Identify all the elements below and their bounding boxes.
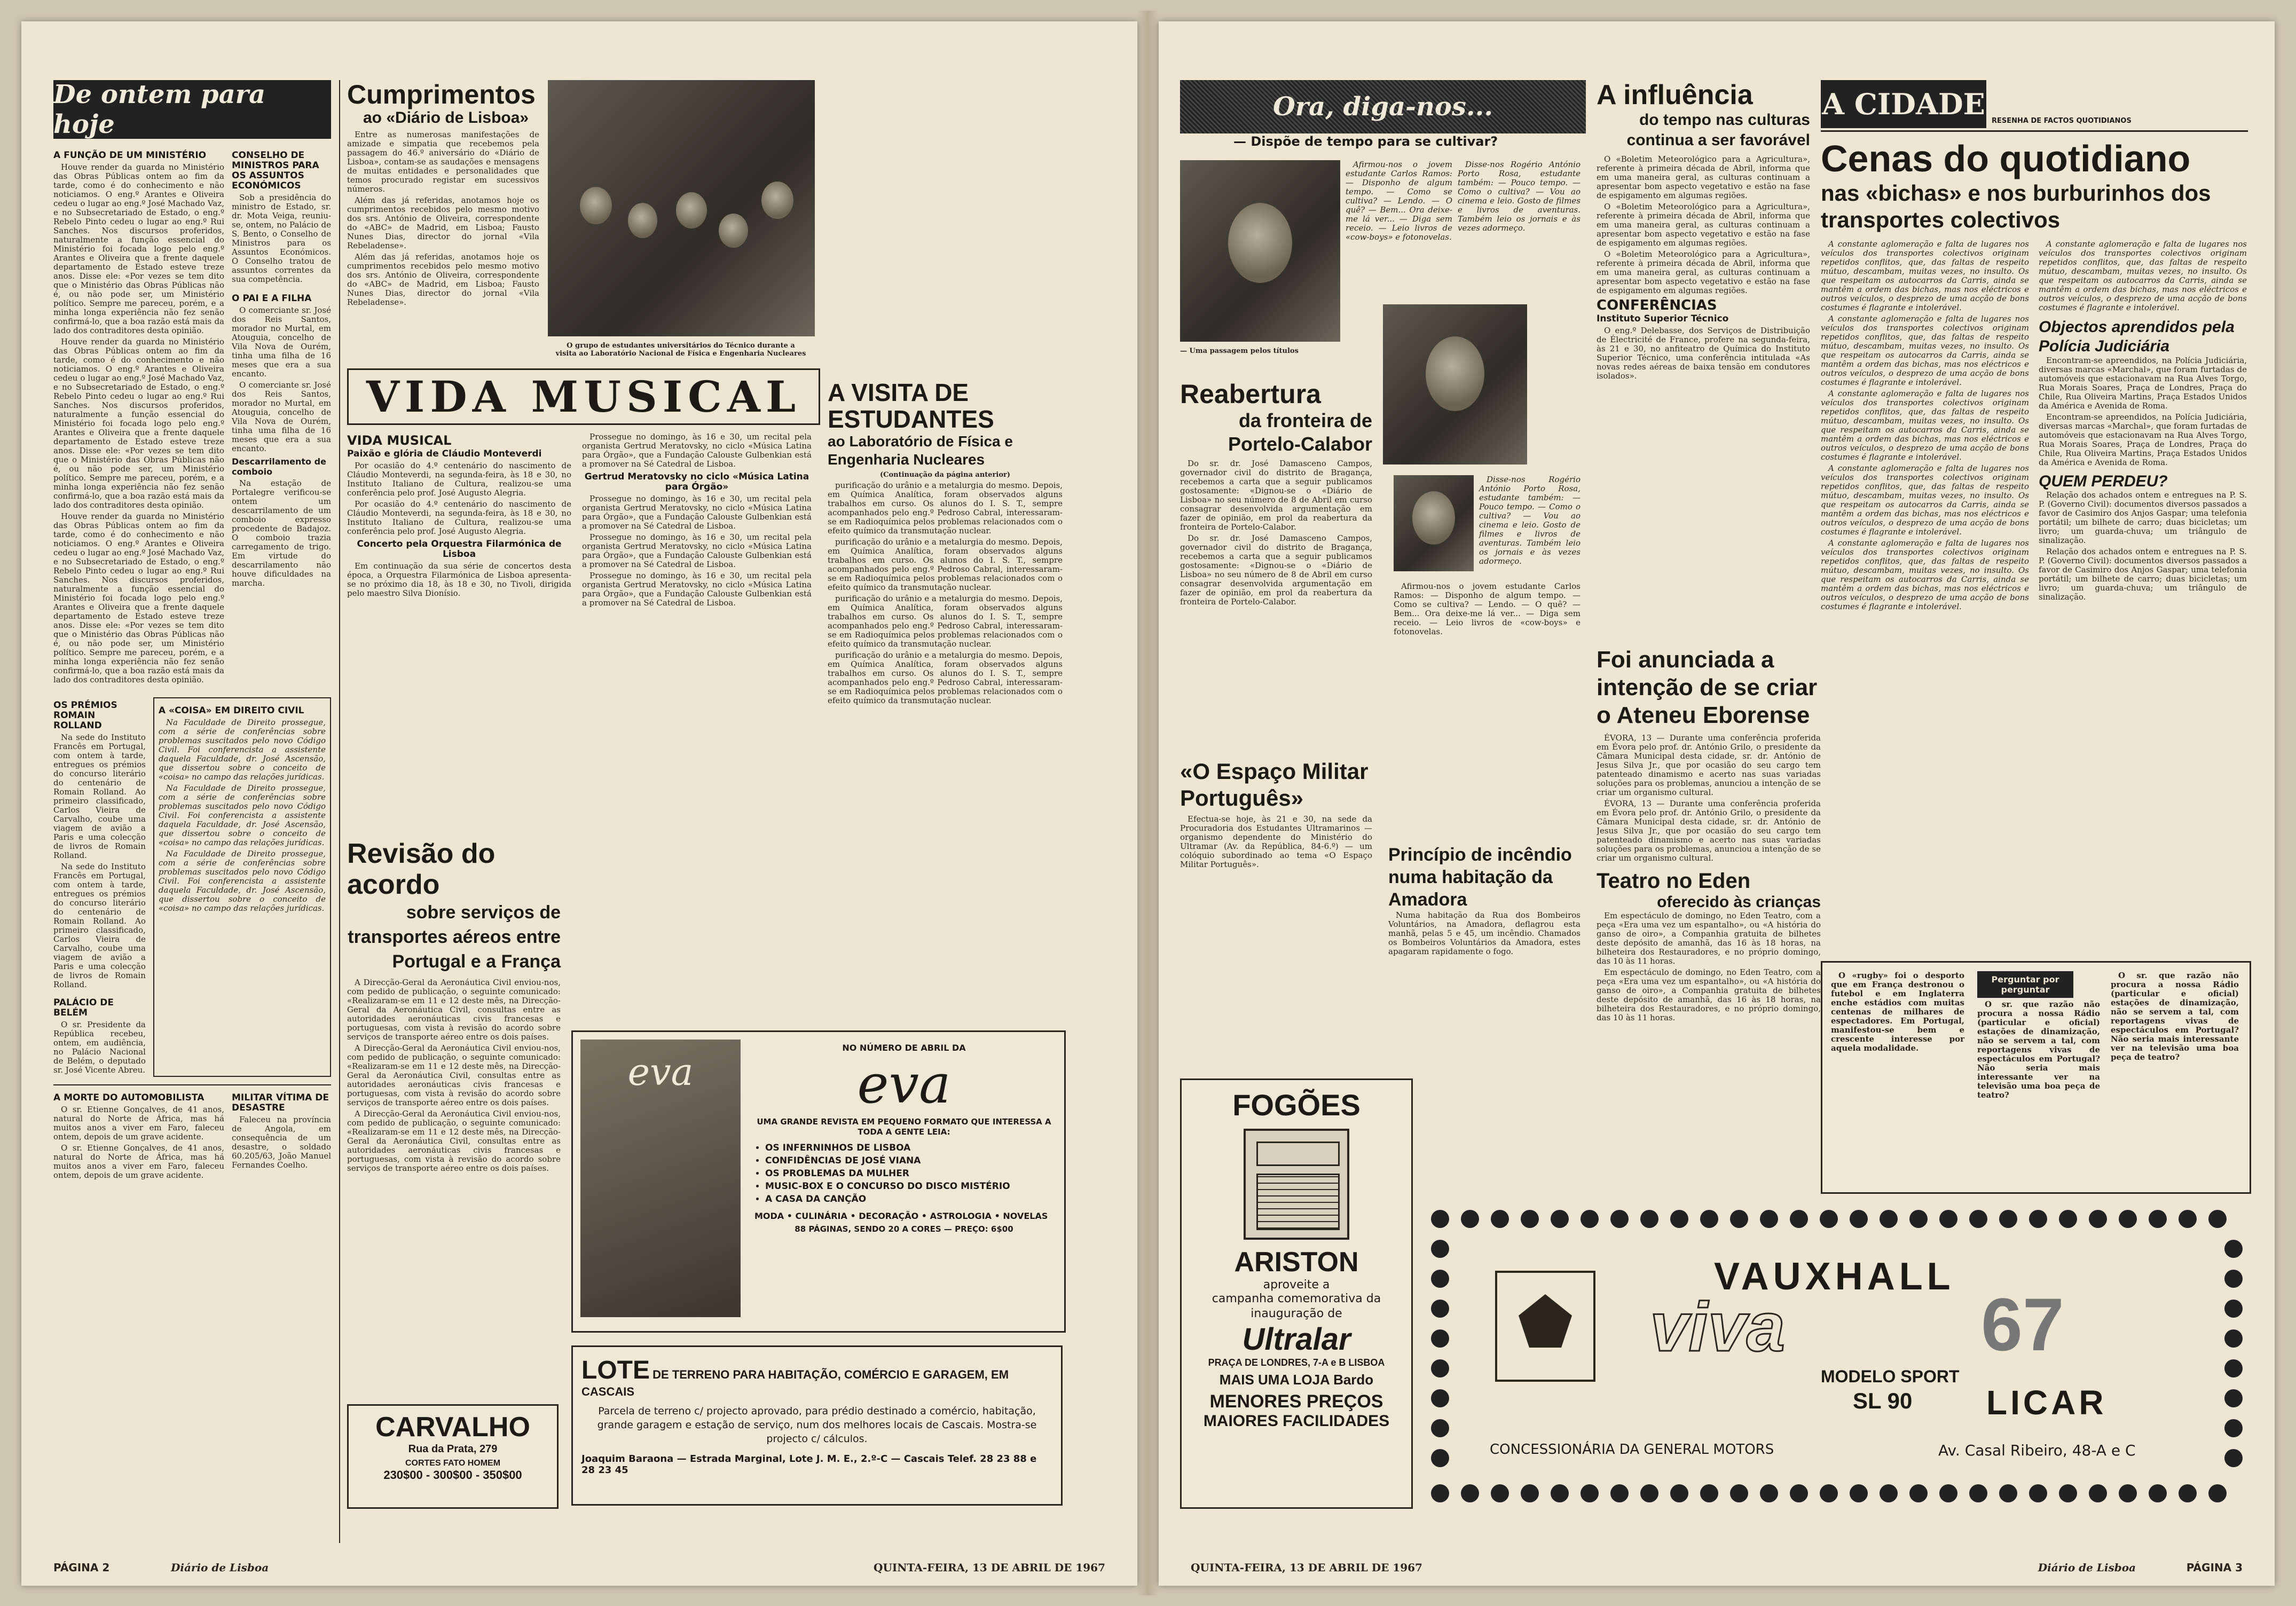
border-dot <box>1551 1484 1569 1502</box>
carvalho-prices: 230$00 - 300$00 - 350$00 <box>383 1468 522 1482</box>
border-dot <box>1431 1389 1449 1407</box>
quem-title: QUEM PERDEU? <box>2039 473 2168 490</box>
reabertura-title: Reabertura <box>1180 379 1321 409</box>
reabertura-body: Do sr. dr. José Damasceno Campos, governador civil do distrito de Bragança, recebemos a carta que a seguir publicamos gostosamente: «Dignou-se o «Diário de Lisboa» no seu número de 8 de Abril em curso consagrar desenvolvida argumentação em fazer de opinião, em prol da reabertura da fronteira de Portelo-Calabor. Do sr. dr. José Damasceno Campos, governador civil do distrito de Bragança, recebemos a carta que a seguir publicamos gostosamente: «Dignou-se o «Diário de Lisboa» no seu número de 8 de Abril em curso consagrar desenvolvida argumentação em fazer de opinião, em prol da reabertura da fronteira de Portelo-Calabor. <box>1180 459 1372 607</box>
lote-body: Parcela de terreno c/ projecto aprovado, para prédio destinado a comércio, habitação, grande garagem e estação de serviço, num dos melhores locais de Cascais. Mostra-se projecto c/ cálculos. <box>597 1405 1037 1445</box>
ministerio-body: Houve render da guarda no Ministério das Obras Públicas ontem ao fim da tarde, como é do conhecimento e não noticiamos. O eng.º Arantes e Oliveira cedeu o lugar ao eng.º José Machado Vaz, e no Subsecretariado de Estado, o eng.º Rebelo Pinto cedeu o lugar ao eng.º Rui Sanches. Nos discursos proferidos, naturalmente a função essencial do Ministério foi focada logo pelo eng.º Arantes e Oliveira que a frente daquele departamento de Estado esteve treze anos. Disse ele: «Por vezes se tem dito que o Ministério das Obras Públicas não é, ou não pode ser, um Ministério político. Sempre me pareceu, porém, e a minha longa experiência não fez senão confirmá-lo, que a boa razão está mais da lado dos contraditores desta opinião. Houve render da guarda no Ministério das Obras Públicas ontem ao fim da tarde, como é do conhecimento e não noticiamos. O eng.º Arantes e Oliveira cedeu o lugar ao eng.º José Machado Vaz, e no Subsecretariado de Estado, o eng.º Rebelo Pinto cedeu o lugar ao eng.º Rui Sanches. Nos discursos proferidos, naturalmente a função essencial do Ministério foi focada logo pelo eng.º Arantes e Oliveira que a frente daquele departamento de Estado esteve treze anos. Disse ele: «Por vezes se tem dito que o Ministério das Obras Públicas não é, ou não pode ser, um Ministério político. Sempre me pareceu, porém, e a minha longa experiência não fez senão confirmá-lo, que a boa razão está mais da lado dos contraditores desta opinião. Houve render da guarda no Ministério das Obras Públicas ontem ao fim da tarde, como é do conhecimento e não noticiamos. O eng.º Arantes e Oliveira cedeu o lugar ao eng.º José Machado Vaz, e no Subsecretariado de Estado, o eng.º Rebelo Pinto cedeu o lugar ao eng.º Rui Sanches. Nos discursos proferidos, naturalmente a função essencial do Ministério foi focada logo pelo eng.º Arantes e Oliveira que a frente daquele departamento de Estado esteve treze anos. Disse ele: «Por vezes se tem dito que o Ministério das Obras Públicas não é, ou não pode ser, um Ministério político. Sempre me pareceu, porém, e a minha longa experiência não fez senão confirmá-lo, que a boa razão está mais da lado dos contraditores desta opinião. <box>53 162 224 684</box>
eva-item: • A CASA DA CANÇÃO <box>765 1193 1053 1206</box>
border-dot <box>1880 1210 1898 1228</box>
visita-continuation: (Continuação da página anterior) <box>879 471 1011 479</box>
border-dot <box>1820 1210 1838 1228</box>
perguntar-box <box>1821 961 2251 1194</box>
border-dot <box>1521 1484 1539 1502</box>
border-dot <box>1431 1240 1449 1258</box>
cenas-body: A constante aglomeração e falta de lugares nos veículos dos transportes colectivos originam repetidos conflitos, que, das faltas de respeito mútuo, descambam, muitas vezes, no insulto. Os que respeitam os autocarros da Carris, ainda se mantêm a ordem das bichas, mas nos eléctricos e outros veículos, o desprezo de uma acção de bons costumes é flagrante e intolerável. A constante aglomeração e falta de lugares nos veículos dos transportes colectivos originam repetidos conflitos, que, das faltas de respeito mútuo, descambam, muitas vezes, no insulto. Os que respeitam os autocarros da Carris, ainda se mantêm a ordem das bichas, mas nos eléctricos e outros veículos, o desprezo de uma acção de bons costumes é flagrante e intolerável. A constante aglomeração e falta de lugares nos veículos dos transportes colectivos originam repetidos conflitos, que, das faltas de respeito mútuo, descambam, muitas vezes, no insulto. Os que respeitam os autocarros da Carris, ainda se mantêm a ordem das bichas, mas nos eléctricos e outros veículos, o desprezo de uma acção de bons costumes é flagrante e intolerável. A constante aglomeração e falta de lugares nos veículos dos transportes colectivos originam repetidos conflitos, que, das faltas de respeito mútuo, descambam, muitas vezes, no insulto. Os que respeitam os autocarros da Carris, ainda se mantêm a ordem das bichas, mas nos eléctricos e outros veículos, o desprezo de uma acção de bons costumes é flagrante e intolerável. A constante aglomeração e falta de lugares nos veículos dos transportes colectivos originam repetidos conflitos, que, das faltas de respeito mútuo, descambam, muitas vezes, no insulto. Os que respeitam os autocarros da Carris, ainda se mantêm a ordem das bichas, mas nos eléctricos e outros veículos, o desprezo de uma acção de bons costumes é flagrante e intolerável. <box>1821 239 2029 611</box>
eva-logo: eva <box>857 1053 951 1115</box>
cidade-banner: A CIDADE <box>1821 80 1986 128</box>
ora-body-4: Afirmou-nos o jovem estudante Carlos Ramos: — Disponho de algum tempo. — Como se cultiva? — Lendo. — O quê? — Bem... Ora deixe-me lá ver... — Diga sem receio. — Leio livros de «cow-boys» e fotonovelas. <box>1394 581 1581 636</box>
border-dot <box>2059 1210 2077 1228</box>
border-dot <box>1730 1210 1748 1228</box>
border-dot <box>2179 1484 2197 1502</box>
ultralar-logo: Ultralar <box>1242 1322 1351 1357</box>
border-dot <box>1640 1210 1658 1228</box>
border-dot <box>2224 1359 2243 1377</box>
eva-header: NO NÚMERO DE ABRIL DA <box>842 1043 966 1053</box>
border-dot <box>1760 1484 1778 1502</box>
visita-body: purificação do urânio e a metalurgia do mesmo. Depois, em Química Analítica, foram observados alguns trabalhos em curso. Os alunos do I. S. T., sempre acompanhados pelo eng.º Pedroso Cabral, interessaram-se em Radioquímica pelos problemas relacionados com o efeito químico da transmutação nuclear. purificação do urânio e a metalurgia do mesmo. Depois, em Química Analítica, foram observados alguns trabalhos em curso. Os alunos do I. S. T., sempre acompanhados pelo eng.º Pedroso Cabral, interessaram-se em Radioquímica pelos problemas relacionados com o efeito químico da transmutação nuclear. purificação do urânio e a metalurgia do mesmo. Depois, em Química Analítica, foram observados alguns trabalhos em curso. Os alunos do I. S. T., sempre acompanhados pelo eng.º Pedroso Cabral, interessaram-se em Radioquímica pelos problemas relacionados com o efeito químico da transmutação nuclear. purificação do urânio e a metalurgia do mesmo. Depois, em Química Analítica, foram observados alguns trabalhos em curso. Os alunos do I. S. T., sempre acompanhados pelo eng.º Pedroso Cabral, interessaram-se em Radioquímica pelos problemas relacionados com o efeito químico da transmutação nuclear. <box>828 481 1063 705</box>
viva-logo: viva <box>1650 1288 1786 1366</box>
left-page <box>21 21 1137 1586</box>
right-footer-brand: Diário de Lisboa <box>2038 1561 2136 1574</box>
concessionaria: CONCESSIONÁRIA DA GENERAL MOTORS <box>1490 1442 1774 1458</box>
concerto-heading: Concerto pela Orquestra Filarmónica de Lisboa <box>357 539 562 560</box>
opai-body: O comerciante sr. José dos Reis Santos, morador no Murtal, em Atouguia, concelho de Vila Nova de Ourém, tinha uma filha de 16 meses que era a sua encanto. O comerciante sr. José dos Reis Santos, morador no Murtal, em Atouguia, concelho de Vila Nova de Ourém, tinha uma filha de 16 meses que era a sua encanto. <box>232 305 331 453</box>
gertrud-heading: Gertrud Meratovsky no ciclo «Música Latina para Órgão» <box>584 471 809 492</box>
perguntar-tag: Perguntar por perguntar <box>1977 971 2073 998</box>
eva-item: • MUSIC-BOX E O CONCURSO DO DISCO MISTÉRIO <box>765 1180 1053 1193</box>
ariston-line1: aproveite a <box>1263 1278 1330 1292</box>
border-dot <box>1461 1210 1479 1228</box>
border-dot <box>2149 1484 2167 1502</box>
espaco-section <box>1180 758 1586 1089</box>
border-dot <box>2224 1300 2243 1318</box>
border-dot <box>1431 1419 1449 1437</box>
carvalho-advert[interactable] <box>347 1404 559 1509</box>
border-dot <box>1610 1484 1629 1502</box>
eva-item: • OS INFERNINHOS DE LISBOA <box>765 1141 1053 1154</box>
cumprimentos-title: Cumprimentos <box>347 80 536 109</box>
border-dot <box>1939 1210 1957 1228</box>
border-dot <box>1431 1210 1449 1228</box>
coisa-body: Na Faculdade de Direito prossegue, com a série de conferências sobre problemas suscitados pelo novo Código Civil. Foi conferencista a assistente daquela Faculdade, dr. José Ascensão, que dissertou sobre o conceito de «coisa» no campo das relações jurídicas. Na Faculdade de Direito prossegue, com a série de conferências sobre problemas suscitados pelo novo Código Civil. Foi conferencista a assistente daquela Faculdade, dr. José Ascensão, que dissertou sobre o conceito de «coisa» no campo das relações jurídicas. Na Faculdade de Direito prossegue, com a série de conferências sobre problemas suscitados pelo novo Código Civil. Foi conferencista a assistente daquela Faculdade, dr. José Ascensão, que dissertou sobre o conceito de «coisa» no campo das relações jurídicas. <box>158 718 326 913</box>
border-dot <box>1999 1484 2017 1502</box>
ontem-banner: De ontem para hoje <box>53 80 331 139</box>
visita-subtitle: ao Laboratório de Física e Engenharia Nucleares <box>828 433 1013 468</box>
conferencias-body: O eng.º Delebasse, dos Serviços de Distribuição de Électricité de France, profere na segunda-feira, às 21 e 30, no anfiteatro de Química do Instituto Superior Técnico, uma conferência intitulada «As novas redes aéreas de baixa tensão em condutores isolados». <box>1597 326 1810 381</box>
left-footer-date: QUINTA-FEIRA, 13 DE ABRIL DE 1967 <box>874 1561 1105 1574</box>
border-dot <box>1581 1210 1599 1228</box>
vida-musical-heading: VIDA MUSICAL <box>347 433 452 448</box>
morte-heading: A MORTE DO AUTOMOBILISTA <box>53 1092 205 1103</box>
border-dot <box>1850 1210 1868 1228</box>
revisao-title: Revisão do acordo <box>347 838 496 900</box>
border-dot <box>2179 1210 2197 1228</box>
griffin-logo-icon <box>1495 1271 1595 1382</box>
premios-heading: OS PRÉMIOS ROMAIN ROLLAND <box>53 700 117 731</box>
left-footer-brand: Diário de Lisboa <box>171 1561 269 1574</box>
border-dot <box>1820 1484 1838 1502</box>
eva-items <box>765 1141 1053 1206</box>
border-dot <box>1909 1484 1928 1502</box>
coisa-heading: A «COISA» EM DIREITO CIVIL <box>158 705 304 716</box>
border-dot <box>1730 1484 1748 1502</box>
border-dot <box>2029 1484 2047 1502</box>
student-face <box>761 182 793 219</box>
eva-footer: MODA • CULINÁRIA • DECORAÇÃO • ASTROLOGIA • NOVELAS <box>754 1211 1048 1221</box>
palacio-heading: PALÁCIO DE BELÉM <box>53 997 114 1018</box>
espaco-body: Efectua-se hoje, às 21 e 30, na sede da Procuradoria dos Estudantes Ultramarinos — organismo dependente do Ministério do Ultramar (Av. da República, 84-6.º) — um colóquio subordinado ao tema «O Espaço Militar Português». <box>1180 814 1372 869</box>
cenas-title: Cenas do quotidiano <box>1821 138 2191 179</box>
bardo-line: MAIS UMA LOJA Bardo <box>1219 1372 1374 1388</box>
morte-body: O sr. Etienne Gonçalves, de 41 anos, natural do Norte de África, mas há muitos anos a viver em Faro, faleceu ontem, depois de um grave acidente. O sr. Etienne Gonçalves, de 41 anos, natural do Norte de África, mas há muitos anos a viver em Faro, faleceu ontem, depois de um grave acidente. <box>53 1105 224 1180</box>
ariston-brand: ARISTON <box>1234 1247 1359 1278</box>
students-photo <box>548 80 815 336</box>
gertrud-body: Prossegue no domingo, às 16 e 30, um recital pela organista Gertrud Meratovsky, no ciclo «Música Latina para Órgão», que a Fundação Calouste Gulbenkian está a promover na Sé Catedral de Lisboa. Prossegue no domingo, às 16 e 30, um recital pela organista Gertrud Meratovsky, no ciclo «Música Latina para Órgão», que a Fundação Calouste Gulbenkian está a promover na Sé Catedral de Lisboa. Prossegue no domingo, às 16 e 30, um recital pela organista Gertrud Meratovsky, no ciclo «Música Latina para Órgão», que a Fundação Calouste Gulbenkian está a promover na Sé Catedral de Lisboa. <box>582 494 812 608</box>
influencia-subtitle: do tempo nas culturas continua a ser favorável <box>1626 111 1810 149</box>
interviewee-photo <box>1383 304 1527 465</box>
eva-price: 88 PÁGINAS, SENDO 20 A CORES — PREÇO: 6$00 <box>795 1224 1013 1234</box>
teatro-subtitle: oferecido às crianças <box>1657 893 1821 911</box>
right-footer-page: PÁGINA 3 <box>2186 1561 2243 1574</box>
border-dot <box>2224 1240 2243 1258</box>
espaco-title: «O Espaço Militar Português» <box>1180 759 1369 810</box>
influencia-section <box>1597 80 1810 641</box>
conselho-heading: CONSELHO DE MINISTROS PARA OS ASSUNTOS ECONÓMICOS <box>232 150 319 191</box>
border-dot <box>2089 1210 2107 1228</box>
right-page <box>1159 21 2275 1586</box>
border-dot <box>1880 1484 1898 1502</box>
border-dot <box>1700 1484 1718 1502</box>
carvalho-address: Rua da Prata, 279 <box>408 1443 498 1455</box>
border-dot <box>1969 1484 1987 1502</box>
student-face <box>719 214 748 248</box>
viva-year: 67 <box>1981 1282 2064 1366</box>
premios-body: Na sede do Instituto Francês em Portugal, com ontem à tarde, entregues os prémios do concurso literário do centenário de Romain Rolland. Ao primeiro classificado, Carlos Vieira de Carvalho, coube uma viagem de avião a Paris e uma colecção de livros de Romain Rolland. Na sede do Instituto Francês em Portugal, com ontem à tarde, entregues os prémios do concurso literário do centenário de Romain Rolland. Ao primeiro classificado, Carlos Vieira de Carvalho, coube uma viagem de avião a Paris e uma colecção de livros de Romain Rolland. <box>53 733 146 989</box>
militar-body: Faleceu na província de Angola, em consequência de um desastre, o soldado 60.205/63, João Manuel Fernandes Coelho. <box>232 1115 331 1170</box>
right-footer-date: QUINTA-FEIRA, 13 DE ABRIL DE 1967 <box>1191 1561 1422 1574</box>
border-dot <box>1431 1270 1449 1288</box>
border-dot <box>1640 1484 1658 1502</box>
principio-body: Numa habitação da Rua dos Bombeiros Voluntários, na Amadora, deflagrou esta manhã, pelas 5 e 45, um incêndio. Chamados os Bombeiros Voluntários da Amadora, estes apagaram rapidamente o fogo. <box>1388 910 1581 956</box>
ora-body-3: Disse-nos Rogério António Porto Rosa, estudante também: — Pouco tempo. — Como o cultiva? — Vou ao cinema e leio. Gosto de filmes e livros de aventuras. Também leio os jornais e às vezes adormeço. <box>1479 475 1581 566</box>
student-face <box>580 187 612 224</box>
militar-heading: MILITAR VÍTIMA DE DESASTRE <box>232 1092 329 1113</box>
ora-banner: Ora, diga-nos... <box>1180 80 1586 133</box>
lote-subtitle: DE TERRENO PARA HABITAÇÃO, COMÉRCIO E GARAGEM, EM CASCAIS <box>581 1368 1009 1398</box>
interviewee-photo <box>1394 475 1474 571</box>
revisao-subtitle: sobre serviços de transportes aéreos entre Portugal e a França <box>348 902 561 972</box>
border-dot <box>1431 1300 1449 1318</box>
vida-musical-banner: VIDA MUSICAL <box>347 368 820 425</box>
concerto-body: Em continuação da sua série de concertos desta época, a Orquestra Filarmónica de Lisboa apresenta-se no próximo dia 18, às 18 e 30, no Tivoli, dirigida pelo maestro Silva Dionísio. <box>347 561 571 598</box>
eva-cover-logo: eva <box>627 1050 694 1094</box>
border-dot <box>2224 1389 2243 1407</box>
border-dot <box>2224 1419 2243 1437</box>
descarrilamento-heading: Descarrilamento de comboio <box>232 456 326 477</box>
border-dot <box>1909 1210 1928 1228</box>
ora-question: — Dispõe de tempo para se cultivar? <box>1233 134 1498 149</box>
teatro-body: Em espectáculo de domingo, no Eden Teatro, com a peça «Era uma vez um espantalho», ou «A história do ganso de oiro», a Companhia gratuita de bilhetes deste depósito de amanhã, das 16 às 18 horas, na bilheteira dos Restauradores, e no próprio domingo, das 10 às 11 horas. Em espectáculo de domingo, no Eden Teatro, com a peça «Era uma vez um espantalho», ou «A história do ganso de oiro», a Companhia gratuita de bilhetes deste depósito de amanhã, das 16 às 18 horas, na bilheteira dos Restauradores, e no próprio domingo, das 10 às 11 horas. <box>1597 911 1821 1022</box>
border-dot <box>1939 1484 1957 1502</box>
student-face <box>676 192 707 229</box>
gertrud-intro: Prossegue no domingo, às 16 e 30, um recital pela organista Gertrud Meratovsky, no ciclo «Música Latina para Órgão», que a Fundação Calouste Gulbenkian está a promover na Sé Catedral de Lisboa. <box>582 432 812 469</box>
border-dot <box>1999 1210 2017 1228</box>
lote-title: LOTE <box>581 1356 650 1384</box>
ora-caption: — Uma passagem pelos títulos <box>1180 347 1299 355</box>
vauxhall-advert[interactable] <box>1426 1207 2248 1506</box>
opai-heading: O PAI E A FILHA <box>232 293 312 304</box>
conselho-body: Sob a presidência do ministro de Estado, sr. dr. Mota Veiga, reuniu-se, ontem, no Palácio de S. Bento, o Conselho de Ministros para os Assuntos Económicos. O Conselho tratou de assuntos correntes da sua competência. <box>232 193 331 284</box>
eva-item: • CONFIDÊNCIAS DE JOSÉ VIANA <box>765 1154 1053 1167</box>
vida-musical-body: Por ocasião do 4.º centenário do nascimento de Cláudio Monteverdi, na segunda-feira, às 18 e 30, no Instituto Italiano de Cultura, realizou-se uma conferência pelo prof. José Augusto Alegria. Por ocasião do 4.º centenário do nascimento de Cláudio Monteverdi, na segunda-feira, às 18 e 30, no Instituto Italiano de Cultura, realizou-se uma conferência pelo prof. José Augusto Alegria. <box>347 461 571 536</box>
ariston-line2: campanha comemorativa da inauguração de <box>1212 1292 1381 1320</box>
border-dot <box>1521 1210 1539 1228</box>
fogoes-title: FOGÕES <box>1232 1088 1361 1122</box>
eva-cover <box>580 1040 741 1317</box>
border-dot <box>2029 1210 2047 1228</box>
influencia-title: A influência <box>1597 80 1753 111</box>
interviewee-face <box>1412 491 1455 545</box>
border-dot <box>1760 1210 1778 1228</box>
descarrilamento-body: Na estação de Portalegre verificou-se ontem um descarrilamento de um comboio expresso procedente de Badajoz. O comboio trazia carregamento de trigo. Em virtude do descarrilamento não houve dificuldades na marcha. <box>232 478 331 588</box>
lote-contact: Joaquim Baraona — Estrada Marginal, Lote J. M. E., 2.º-C — Cascais Telef. 28 23 88 e 28 23 45 <box>581 1453 1037 1476</box>
border-dot <box>2119 1484 2137 1502</box>
border-dot <box>1610 1210 1629 1228</box>
eva-item: • OS PROBLEMAS DA MULHER <box>765 1167 1053 1180</box>
border-dot <box>1491 1210 1509 1228</box>
carvalho-line: CORTES FATO HOMEM <box>405 1459 501 1468</box>
conferencias-heading: CONFERÊNCIAS <box>1597 297 1717 313</box>
student-face <box>628 203 657 238</box>
border-dot <box>2089 1484 2107 1502</box>
interviewee-photo <box>1180 160 1340 342</box>
perguntar-body: O sr. que razão não procura a nossa Rádio (particular e oficial) estações de dinamização, não se servem a tal, com reportagens vivas de espectáculos em Portugal? Não seria mais interessante ver na televisão uma boa peça de teatro? <box>1977 999 2100 1100</box>
maiores-facilidades: MAIORES FACILIDADES <box>1203 1412 1390 1430</box>
ateneu-section <box>1597 646 1821 1207</box>
border-dot <box>1850 1484 1868 1502</box>
border-dot <box>1551 1210 1569 1228</box>
left-column-2 <box>347 80 1105 1554</box>
border-dot <box>2119 1210 2137 1228</box>
cumprimentos-body: Entre as numerosas manifestações de amizade e simpatia que recebemos pela passagem do 46.º aniversário do «Diário de Lisboa», contam-se as saudações e mensagens de muitas entidades e personalidades que temos procurado registar em sucessivos números. Além das já referidas, anotamos hoje os cumprimentos recebidos pelo mesmo motivo dos srs. António de Oliveira, correspondente do «ABC» de Madrid, em Lisboa; Fausto Nunes Dias, director do jornal «Vila Rebeladense». Além das já referidas, anotamos hoje os cumprimentos recebidos pelo mesmo motivo dos srs. António de Oliveira, correspondente do «ABC» de Madrid, em Lisboa; Fausto Nunes Dias, director do jornal «Vila Rebeladense». <box>347 130 539 307</box>
ora-body-2: Disse-nos Rogério António Porto Rosa, estudante também: — Pouco tempo. — Como o cultiva? — Vou ao cinema e leio. Gosto de filmes e livros de aventuras. Também leio os jornais e às vezes adormeço. <box>1458 160 1581 233</box>
quem-body: Relação dos achados ontem e entregues na P. S. P. (Governo Civil): documentos diversos passados a favor de Casimiro dos Anjos Gaspar; uma telefonia portátil; um bilhete de carro; duas bicicletas; um livro; um guarda-chuva; um triângulo de sinalização. Relação dos achados ontem e entregues na P. S. P. (Governo Civil): documentos diversos passados a favor de Casimiro dos Anjos Gaspar; uma telefonia portátil; um bilhete de carro; duas bicicletas; um livro; um guarda-chuva; um triângulo de sinalização. <box>2039 490 2247 602</box>
carvalho-name: CARVALHO <box>375 1412 530 1443</box>
border-dot <box>2149 1210 2167 1228</box>
ministerio-heading: A FUNÇÃO DE UM MINISTÉRIO <box>53 150 207 161</box>
border-dot <box>1431 1449 1449 1467</box>
border-dot <box>1969 1210 1987 1228</box>
vida-musical-subheading: Paixão e glória de Cláudio Monteverdi <box>347 448 542 459</box>
left-column-1 <box>53 80 331 1554</box>
visita-title: A VISITA DE ESTUDANTES <box>828 379 994 433</box>
palacio-body: O sr. Presidente da República recebeu, ontem, em audiência, no Palácio Nacional de Belém, o deputado sr. José Vicente Abreu. <box>53 1020 146 1075</box>
ateneu-title: Foi anunciada a intenção de se criar o Ateneu Eborense <box>1597 647 1818 728</box>
left-footer-page: PÁGINA 2 <box>53 1561 110 1574</box>
photo-caption: O grupo de estudantes universitários do Técnico durante a visita ao Laboratório Nacional de Física e Engenharia Nucleares <box>555 342 806 358</box>
border-dot <box>1431 1359 1449 1377</box>
border-dot <box>2224 1329 2243 1348</box>
lote-advert[interactable] <box>571 1345 1063 1506</box>
cenas-subtitle: nas «bichas» e nos burburinhos dos transportes colectivos <box>1821 180 2211 232</box>
border-dot <box>2224 1270 2243 1288</box>
border-dot <box>2059 1484 2077 1502</box>
eva-advert[interactable] <box>571 1030 1066 1333</box>
teatro-title: Teatro no Eden <box>1597 869 1751 893</box>
objectos-body: Encontram-se apreendidos, na Polícia Judiciária, diversas marcas «Marchal», que foram furtadas de automóveis que estacionavam na Rua Alves Torgo, Rua Morais Soares, Praça de Londres, Praça do Chile, Rua Oliveira Martins, Praça Estados Unidos da América e Avenida de Roma. Encontram-se apreendidos, na Polícia Judiciária, diversas marcas «Marchal», que foram furtadas de automóveis que estacionavam na Rua Alves Torgo, Rua Morais Soares, Praça de Londres, Praça do Chile, Rua Oliveira Martins, Praça Estados Unidos da América e Avenida de Roma. <box>2039 356 2247 467</box>
principio-title: Princípio de incêndio numa habitação da Amadora <box>1388 845 1572 910</box>
conferencias-subheading: Instituto Superior Técnico <box>1597 313 1729 324</box>
menores-precos: MENORES PREÇOS <box>1209 1391 1383 1412</box>
modelo-sport: MODELO SPORT <box>1821 1367 1960 1386</box>
border-dot <box>1670 1484 1688 1502</box>
eva-tagline: UMA GRANDE REVISTA EM PEQUENO FORMATO QUE INTERESSA A TODA A GENTE LEIA: <box>757 1117 1051 1137</box>
cidade-section <box>1821 80 2248 956</box>
border-dot <box>1700 1210 1718 1228</box>
border-dot <box>1581 1484 1599 1502</box>
border-dot <box>1431 1329 1449 1348</box>
interviewee-face <box>1426 336 1484 411</box>
revisao-body: A Direcção-Geral da Aeronáutica Civil enviou-nos, com pedido de publicação, o seguinte comunicado: «Realizaram-se em 11 e 12 deste mês, na Direcção-Geral da Aeronáutica Civil, consultas entre as autoridades aeronáuticas civis francesas e portuguesas, com vista à revisão do acordo sobre serviços de transporte aéreo entre os dois países. A Direcção-Geral da Aeronáutica Civil enviou-nos, com pedido de publicação, o seguinte comunicado: «Realizaram-se em 11 e 12 deste mês, na Direcção-Geral da Aeronáutica Civil, consultas entre as autoridades aeronáuticas civis francesas e portuguesas, com vista à revisão do acordo sobre serviços de transporte aéreo entre os dois países. A Direcção-Geral da Aeronáutica Civil enviou-nos, com pedido de publicação, o seguinte comunicado: «Realizaram-se em 11 e 12 deste mês, na Direcção-Geral da Aeronáutica Civil, consultas entre as autoridades aeronáuticas civis francesas e portuguesas, com vista à revisão do acordo sobre serviços de transporte aéreo entre os dois países. <box>347 978 561 1173</box>
column-rule <box>339 80 340 1543</box>
ateneu-body: ÉVORA, 13 — Durante uma conferência proferida em Évora pelo prof. dr. António Grilo, o presidente da Câmara Municipal desta cidade, sr. dr. António de Jesus Silva Jr., que por ocasião do seu cargo tem patenteado dinamismo e acerto nas suas variadas soluções para os problemas, anunciou a intenção de se criar um organismo cultural. ÉVORA, 13 — Durante uma conferência proferida em Évora pelo prof. dr. António Grilo, o presidente da Câmara Municipal desta cidade, sr. dr. António de Jesus Silva Jr., que por ocasião do seu cargo tem patenteado dinamismo e acerto nas suas variadas soluções para os problemas, anunciou a intenção de se criar um organismo cultural. <box>1597 733 1821 863</box>
center-fold <box>1137 11 1159 1595</box>
vauxhall-address: Av. Casal Ribeiro, 48-A e C <box>1938 1442 2136 1459</box>
vauxhall-brand: VAUXHALL <box>1714 1255 1955 1298</box>
ora-body-1: Afirmou-nos o jovem estudante Carlos Ramos: — Disponho de algum tempo. — Como se cultiva? — Lendo. — O quê? — Bem... Ora deixe-me lá ver... — Diga sem receio. — Leio livros de «cow-boys» e fotonovelas. <box>1346 160 1452 242</box>
reabertura-subtitle: da fronteira de Portelo-Calabor <box>1228 410 1372 455</box>
rugby-body: O «rugby» foi o desporto que em França destronou o futebol e em Inglaterra enche estádios com muitas centenas de milhares de espectadores. Em Portugal, manifestou-se bem e crescente interesse por aquela modalidade. <box>1831 971 1964 1053</box>
ultralar-address: PRAÇA DE LONDRES, 7-A e B LISBOA <box>1208 1357 1385 1368</box>
border-dot <box>1491 1484 1509 1502</box>
interviewee-face <box>1228 203 1292 283</box>
modelo-code: SL 90 <box>1853 1388 1913 1413</box>
cumprimentos-subtitle: ao «Diário de Lisboa» <box>363 109 529 127</box>
cidade-tagline: RESENHA DE FACTOS QUOTIDIANOS <box>1992 117 2132 125</box>
border-dot <box>1790 1484 1808 1502</box>
cenas-body-2: A constante aglomeração e falta de lugares nos veículos dos transportes colectivos originam repetidos conflitos, que, das faltas de respeito mútuo, descambam, muitas vezes, no insulto. Os que respeitam os autocarros da Carris, ainda se mantêm a ordem das bichas, mas nos eléctricos e outros veículos, o desprezo de uma acção de bons costumes é flagrante e intolerável. <box>2039 239 2247 312</box>
border-dot <box>1431 1484 1449 1502</box>
border-dot <box>2224 1449 2243 1467</box>
perguntar-body-2: O sr. que razão não procura a nossa Rádio (particular e oficial) estações de dinamização, não se servem a tal, com reportagens vivas de espectáculos em Portugal? Não seria mais interessante ver na televisão uma boa peça de teatro? <box>2111 971 2239 1062</box>
licar-brand: LICAR <box>1986 1383 2107 1422</box>
ariston-advert[interactable] <box>1180 1078 1413 1509</box>
border-dot <box>2208 1210 2227 1228</box>
border-dot <box>1461 1484 1479 1502</box>
objectos-title: Objectos aprendidos pela Polícia Judiciária <box>2039 318 2235 355</box>
influencia-body: O «Boletim Meteorológico para a Agricultura», referente à primeira década de Abril, informa que em uma maneira geral, as culturas continuam a apresentar bom aspecto vegetativo e estão na fase de espigamento em algumas regiões. O «Boletim Meteorológico para a Agricultura», referente à primeira década de Abril, informa que em uma maneira geral, as culturas continuam a apresentar bom aspecto vegetativo e estão na fase de espigamento em algumas regiões. O «Boletim Meteorológico para a Agricultura», referente à primeira década de Abril, informa que em uma maneira geral, as culturas continuam a apresentar bom aspecto vegetativo e estão na fase de espigamento em algumas regiões. <box>1597 154 1810 295</box>
border-dot <box>1670 1210 1688 1228</box>
border-dot <box>2208 1484 2227 1502</box>
border-dot <box>1790 1210 1808 1228</box>
stove-icon <box>1244 1129 1349 1240</box>
